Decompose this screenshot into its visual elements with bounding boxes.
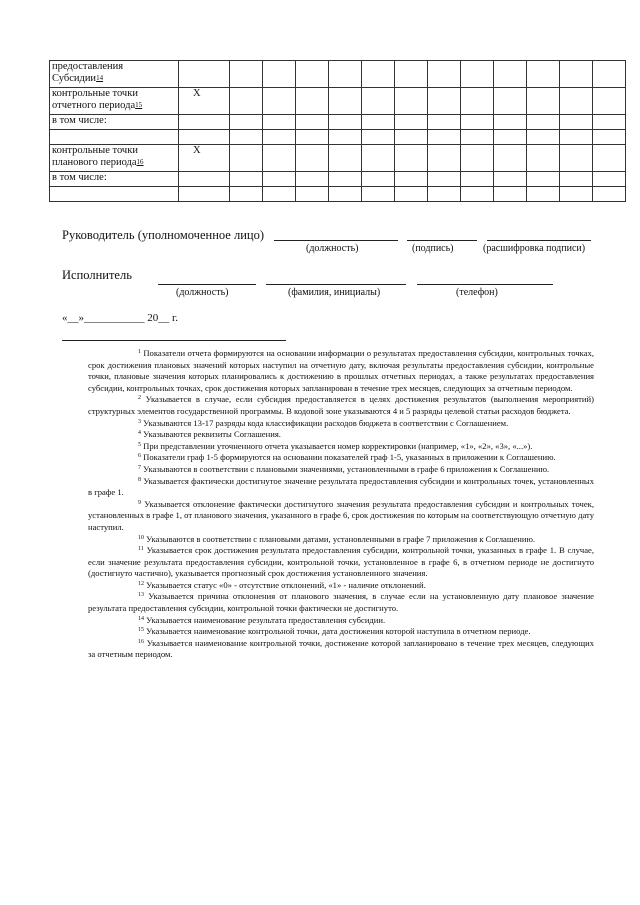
table-cell xyxy=(428,145,461,172)
head-label: Руководитель (уполномоченное лицо) xyxy=(62,228,265,242)
exec-phone-caption: (телефон) xyxy=(456,287,498,298)
footnote xyxy=(88,615,594,627)
table-cell xyxy=(494,115,527,130)
table-cell xyxy=(296,130,329,145)
footnote-number: 10 xyxy=(138,534,144,541)
footnote-number: 7 xyxy=(138,464,141,471)
row-label: контрольные точки планового периода xyxy=(52,145,138,168)
row-label: контрольные точки отчетного периода xyxy=(52,88,138,111)
table-cell xyxy=(560,88,593,115)
footnote xyxy=(88,580,594,592)
footnote-number: 6 xyxy=(138,453,141,460)
table-cell xyxy=(395,61,428,88)
table-row xyxy=(50,88,626,115)
head-position-line xyxy=(274,240,398,241)
footnote-text: Показатели отчета формируются на основании информации о результатах предоставления субсидии, контрольных точках, срок достижения плановых значений которых наступил на отчетную дату, включая результаты предоставления субсидии, контрольные точки, плановые значения которых планировались к достижению в прошлых отчетных периодах, а также результатах предоставления субсидии, контрольных точках, срок достижения которых запланирован в течение трех месяцев, следующих за отчетным периодом. xyxy=(88,348,594,393)
table-row xyxy=(50,115,626,130)
table-cell xyxy=(461,145,494,172)
footnote-number: 15 xyxy=(138,627,144,634)
table-row xyxy=(50,172,626,187)
footnote-separator xyxy=(62,340,286,341)
table-cell xyxy=(428,61,461,88)
row-label-cell xyxy=(50,88,179,115)
table-row xyxy=(50,61,626,88)
table-cell xyxy=(560,187,593,202)
mark-cell xyxy=(179,61,230,88)
table-cell xyxy=(593,172,626,187)
footnote-text: Указываются 13-17 разряды кода классификации расходов бюджета в соответствии с Соглашением. xyxy=(143,417,509,428)
footnote-text: Указывается статус «0» - отсутствие отклонений, «1» - наличие отклонений. xyxy=(146,579,426,590)
footnote-text: Указывается наименование контрольной точки, дата достижения которой наступила в отчетном периоде. xyxy=(146,626,531,637)
footnote-number: 16 xyxy=(138,638,144,645)
table-cell xyxy=(593,61,626,88)
footnote-text: Указывается фактически достигнутое значение результата предоставления субсидии и контрольных точек, установленных в графе 1. xyxy=(88,475,594,498)
footnote-number: 11 xyxy=(138,546,144,553)
footnote-ref: 14 xyxy=(96,74,104,82)
table-row xyxy=(50,187,626,202)
exec-position-line xyxy=(158,284,256,285)
table-cell xyxy=(329,115,362,130)
table-cell xyxy=(296,88,329,115)
row-label-cell xyxy=(50,172,179,187)
table-cell xyxy=(329,187,362,202)
footnote xyxy=(88,394,594,417)
footnote-number: 14 xyxy=(138,615,144,622)
table-cell xyxy=(461,130,494,145)
table-cell xyxy=(560,130,593,145)
table-cell xyxy=(296,187,329,202)
table-cell xyxy=(296,145,329,172)
footnote-ref: 15 xyxy=(135,101,143,109)
table-cell xyxy=(593,88,626,115)
footnote-text: Указывается причина отклонения от планового значения, в случае если на установленную дату плановое значение результата предоставления субсидии, контрольной точки фактически не достигнуто. xyxy=(88,591,594,614)
footnote xyxy=(88,452,594,464)
table-cell xyxy=(329,145,362,172)
footnote xyxy=(88,499,594,534)
table-cell xyxy=(461,187,494,202)
table-cell xyxy=(263,88,296,115)
table-cell xyxy=(593,187,626,202)
table-cell xyxy=(263,172,296,187)
table-cell xyxy=(428,187,461,202)
table-cell xyxy=(494,187,527,202)
table-row xyxy=(50,145,626,172)
table-cell xyxy=(461,172,494,187)
head-decoding-caption: (расшифровка подписи) xyxy=(483,243,586,254)
table-cell xyxy=(395,88,428,115)
table-cell xyxy=(395,145,428,172)
table-cell xyxy=(362,130,395,145)
row-label: в том числе: xyxy=(52,172,107,183)
table-cell xyxy=(593,115,626,130)
head-position-caption: (должность) xyxy=(306,243,359,254)
table-cell xyxy=(494,145,527,172)
executor-label: Исполнитель xyxy=(62,268,132,282)
row-label-cell xyxy=(50,61,179,88)
table-cell xyxy=(296,61,329,88)
table-cell xyxy=(230,115,263,130)
table-cell xyxy=(263,61,296,88)
footnote xyxy=(88,476,594,499)
footnote-text: Указывается наименование контрольной точки, достижение которой запланировано в течение трех месяцев, следующих за отчетным периодом. xyxy=(88,637,594,660)
table-cell xyxy=(461,88,494,115)
head-signature-line xyxy=(407,240,477,241)
table-cell xyxy=(527,172,560,187)
table-cell xyxy=(494,172,527,187)
footnote-text: Показатели граф 1-5 формируются на основании показателей граф 1-5, указанных в приложении к Соглашению. xyxy=(143,452,556,463)
head-decoding-line xyxy=(487,240,591,241)
table-cell xyxy=(395,187,428,202)
table-cell xyxy=(527,115,560,130)
table-cell xyxy=(329,172,362,187)
mark-cell xyxy=(179,187,230,202)
footnote xyxy=(88,464,594,476)
head-signature-caption: (подпись) xyxy=(412,243,454,254)
footnote-text: Указывается наименование результата предоставления субсидии. xyxy=(146,614,386,625)
table-cell xyxy=(560,61,593,88)
mark-cell xyxy=(179,115,230,130)
mark-cell: X xyxy=(179,88,230,115)
table-cell xyxy=(263,130,296,145)
table-cell xyxy=(329,88,362,115)
footnote xyxy=(88,591,594,614)
table-cell xyxy=(560,172,593,187)
table-cell xyxy=(461,61,494,88)
footnote-number: 5 xyxy=(138,441,141,448)
footnote xyxy=(88,418,594,430)
table-cell xyxy=(395,115,428,130)
table-cell xyxy=(362,145,395,172)
footnote-number: 13 xyxy=(138,592,144,599)
footnote-number: 2 xyxy=(138,395,141,402)
table-cell xyxy=(296,172,329,187)
footnote xyxy=(88,534,594,546)
row-label-cell xyxy=(50,187,179,202)
table-cell xyxy=(362,187,395,202)
footnote xyxy=(88,429,594,441)
footnote-number: 4 xyxy=(138,430,141,437)
exec-name-caption: (фамилия, инициалы) xyxy=(288,287,381,298)
footnote xyxy=(88,545,594,580)
footnote xyxy=(88,348,594,394)
table-cell xyxy=(560,145,593,172)
table-cell xyxy=(428,172,461,187)
table-cell xyxy=(593,145,626,172)
table-cell xyxy=(527,145,560,172)
table-row xyxy=(50,130,626,145)
date-line: «__»___________ 20__ г. xyxy=(62,312,179,324)
mark-cell: X xyxy=(179,145,230,172)
footnote-text: Указывается срок достижения результата предоставления субсидии, контрольной точки, указанных в графе 1. В случае, если значение результата предоставления субсидии, контрольной точки, установленное в графе 6, в отчетном периоде не достигнуто (достигнуто частично), указывается прогнозный срок достижения установленного значения. xyxy=(88,545,594,579)
footnote-number: 9 xyxy=(138,499,141,506)
table-cell xyxy=(296,115,329,130)
mark-cell xyxy=(179,172,230,187)
exec-position-caption: (должность) xyxy=(176,287,229,298)
footnote-text: Указываются в соответствии с плановыми значениями, установленными в графе 6 приложения к Соглашению. xyxy=(143,463,550,474)
table-cell xyxy=(362,172,395,187)
footnotes xyxy=(88,348,594,661)
table-cell xyxy=(230,145,263,172)
table-cell xyxy=(527,61,560,88)
table-cell xyxy=(362,115,395,130)
table-cell xyxy=(329,61,362,88)
table-cell xyxy=(362,88,395,115)
footnote-text: Указываются в соответствии с плановыми датами, установленными в графе 7 приложения к Соглашению. xyxy=(146,533,536,544)
report-table xyxy=(49,60,626,202)
footnote-text: Указывается в случае, если субсидия предоставляется в целях достижения результатов (выполнения мероприятий) структурных элементов государственной программы. В кодовой зоне указываются 4 и 5 разряды целевой статьи расходов бюджета. xyxy=(88,394,594,416)
exec-phone-line xyxy=(417,284,553,285)
exec-name-line xyxy=(266,284,406,285)
table-cell xyxy=(263,115,296,130)
footnote-text: Указывается отклонение фактически достигнутого значения результата предоставления субсидии и контрольных точек, установленных в графе 1, от планового значения, указанного в графе 6, срок достижения по которым на соответствующую отчетную дату наступил. xyxy=(88,498,594,532)
footnote-ref: 16 xyxy=(136,158,144,166)
table-cell xyxy=(230,61,263,88)
table-cell xyxy=(593,130,626,145)
table-cell xyxy=(395,172,428,187)
table-cell xyxy=(527,88,560,115)
row-label-cell xyxy=(50,130,179,145)
table-cell xyxy=(494,88,527,115)
table-cell xyxy=(362,61,395,88)
footnote-number: 1 xyxy=(138,349,141,355)
footnote xyxy=(88,638,594,661)
footnote-number: 8 xyxy=(138,476,141,483)
table-cell xyxy=(263,187,296,202)
table-cell xyxy=(230,187,263,202)
table-cell xyxy=(263,145,296,172)
table-cell xyxy=(560,115,593,130)
footnote-text: Указываются реквизиты Соглашения. xyxy=(143,429,281,440)
table-cell xyxy=(428,88,461,115)
footnote-number: 3 xyxy=(138,418,141,425)
table-cell xyxy=(461,115,494,130)
table-cell xyxy=(527,130,560,145)
row-label: предоставления Субсидии xyxy=(52,61,124,84)
table-cell xyxy=(230,172,263,187)
table-cell xyxy=(230,88,263,115)
table-cell xyxy=(395,130,428,145)
footnote-text: При представлении уточненного отчета указывается номер корректировки (например, «1», «2», «3», «...»). xyxy=(143,440,533,451)
footnote xyxy=(88,441,594,453)
table-cell xyxy=(230,130,263,145)
row-label-cell xyxy=(50,115,179,130)
row-label-cell xyxy=(50,145,179,172)
footnote xyxy=(88,626,594,638)
table-cell xyxy=(428,115,461,130)
table-cell xyxy=(494,130,527,145)
table-cell xyxy=(329,130,362,145)
table-cell xyxy=(494,61,527,88)
mark-cell xyxy=(179,130,230,145)
table-cell xyxy=(527,187,560,202)
table-cell xyxy=(428,130,461,145)
footnote-number: 12 xyxy=(138,580,144,587)
row-label: в том числе: xyxy=(52,115,107,126)
